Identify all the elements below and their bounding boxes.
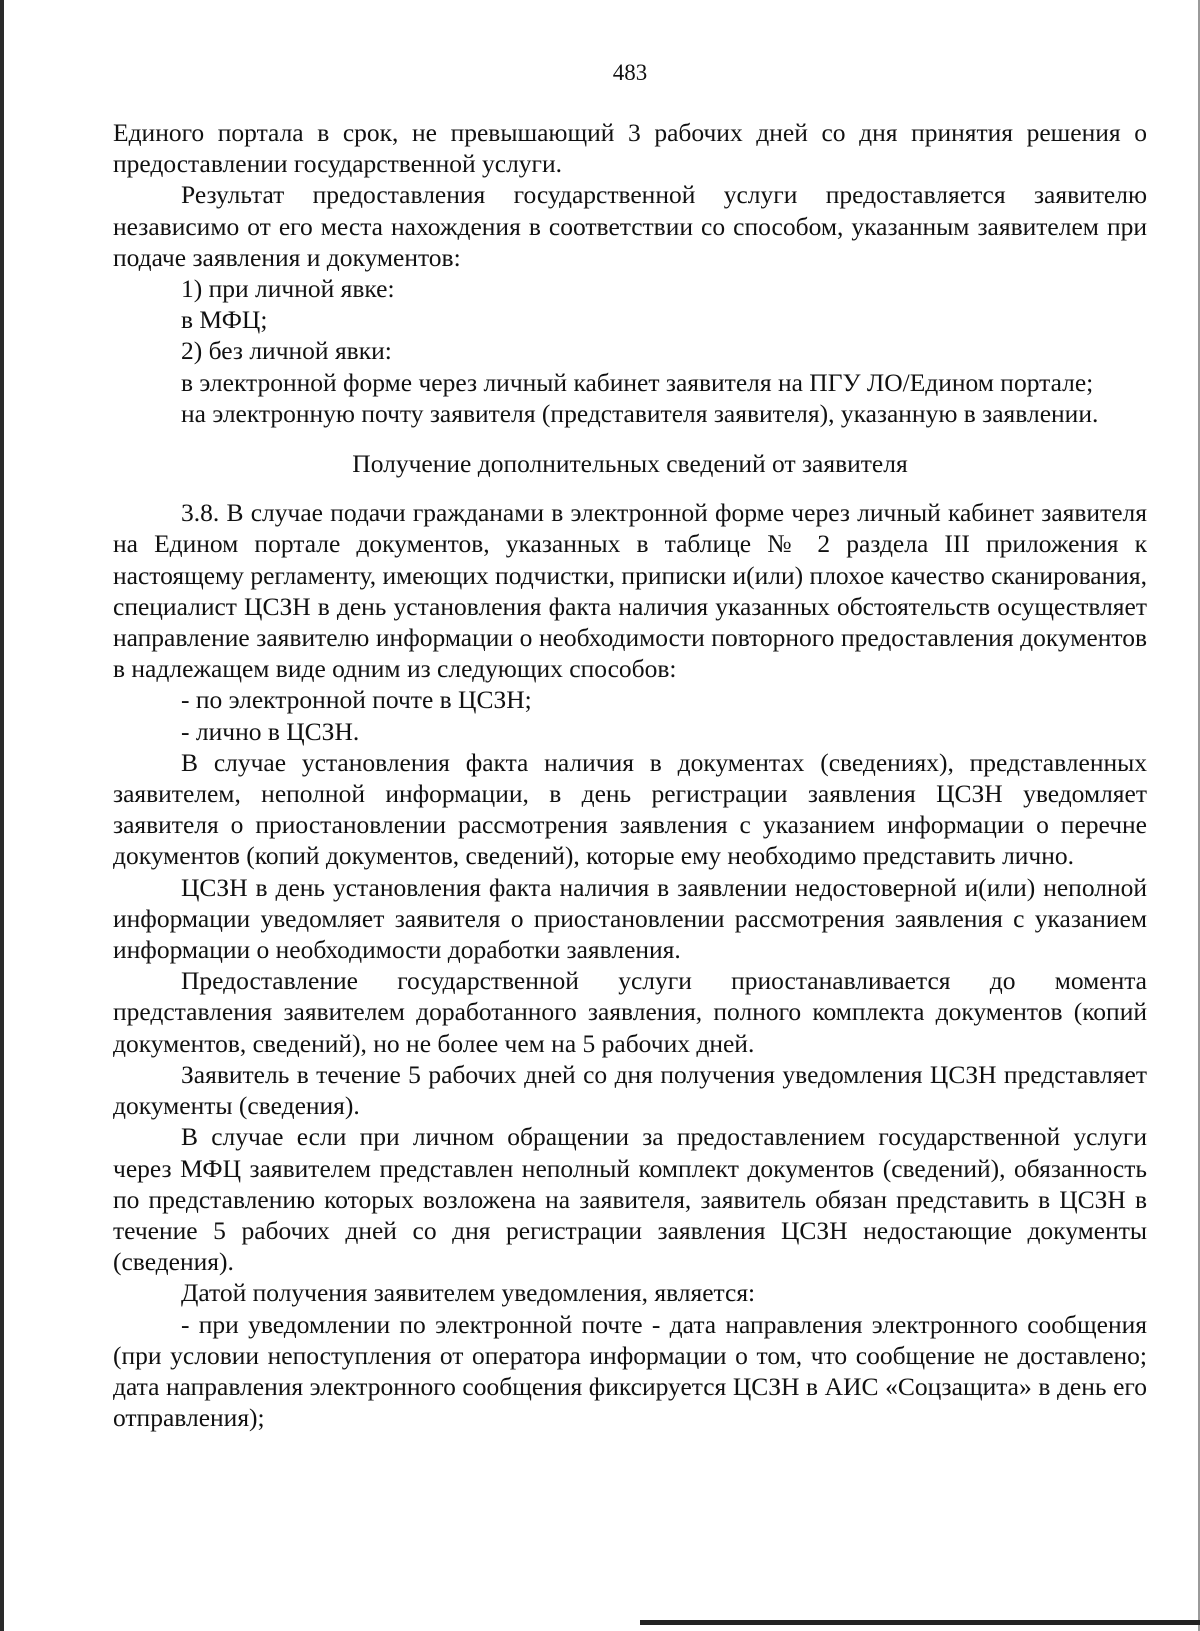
- section-heading: Получение дополнительных сведений от заявителя: [352, 449, 908, 479]
- scan-edge-left: [0, 0, 4, 1631]
- list-item: - при уведомлении по электронной почте - дата направления электронного сообщения (при условии непоступления от оператора информации о том, что сообщение не доставлено; дата направления электронного сообщения фиксируется ЦСЗН в АИС «Соцзащита» в день его отправления);: [113, 1309, 1147, 1433]
- document-body: [113, 117, 1147, 1433]
- paragraph: на электронную почту заявителя (представителя заявителя), указанную в заявлении.: [181, 398, 1099, 428]
- paragraph: в электронной форме через личный кабинет заявителя на ПГУ ЛО/Едином портале;: [181, 367, 1094, 397]
- list-item: - по электронной почте в ЦСЗН;: [181, 685, 532, 715]
- paragraph: Заявитель в течение 5 рабочих дней со дня получения уведомления ЦСЗН представляет документы (сведения).: [113, 1059, 1147, 1121]
- paragraph: 3.8. В случае подачи гражданами в электронной форме через личный кабинет заявителя на Едином портале документов, указанных в таблице № 2 раздела III приложения к настоящему регламенту, имеющих подчистки, приписки и(или) плохое качество сканирования, специалист ЦСЗН в день установления факта наличия указанных обстоятельств осуществляет направление заявителю информации о необходимости повторного предоставления документов в надлежащем виде одним из следующих способов:: [113, 498, 1147, 684]
- list-item: 2) без личной явки:: [181, 336, 392, 366]
- page-number: 483: [612, 60, 648, 85]
- paragraph: В случае если при личном обращении за предоставлением государственной услуги через МФЦ заявителем представлен неполный комплект документов (сведений), обязанность по представлению которых возложена на заявителя, заявитель обязан представить в ЦСЗН в течение 5 рабочих дней со дня регистрации заявления ЦСЗН недостающие документы (сведения).: [113, 1122, 1147, 1277]
- paragraph: Единого портала в срок, не превышающий 3 рабочих дней со дня принятия решения о предоставлении государственной услуги.: [113, 118, 1147, 179]
- paragraph: Результат предоставления государственной услуги предоставляется заявителю независимо от его места нахождения в соответствии со способом, указанным заявителем при подаче заявления и документов:: [113, 180, 1147, 272]
- paragraph: В случае установления факта наличия в документах (сведениях), представленных заявителем, неполной информации, в день регистрации заявления ЦСЗН уведомляет заявителя о приостановлении рассмотрения заявления с указанием информации о перечне документов (копий документов, сведений), которые ему необходимо представить лично.: [113, 747, 1147, 871]
- list-item: 1) при личной явке:: [181, 274, 395, 304]
- scan-edge-bottom: [640, 1620, 1200, 1625]
- list-item: - лично в ЦСЗН.: [181, 716, 360, 746]
- list-item: в МФЦ;: [181, 305, 268, 335]
- paragraph: ЦСЗН в день установления факта наличия в заявлении недостоверной и(или) неполной информации уведомляет заявителя о приостановлении рассмотрения заявления с указанием информации о необходимости доработки заявления.: [113, 872, 1147, 965]
- paragraph: Предоставление государственной услуги приостанавливается до момента представления заявителем доработанного заявления, полного комплекта документов (копий документов, сведений), но не более чем на 5 рабочих дней.: [113, 966, 1147, 1058]
- paragraph: Датой получения заявителем уведомления, является:: [181, 1278, 756, 1308]
